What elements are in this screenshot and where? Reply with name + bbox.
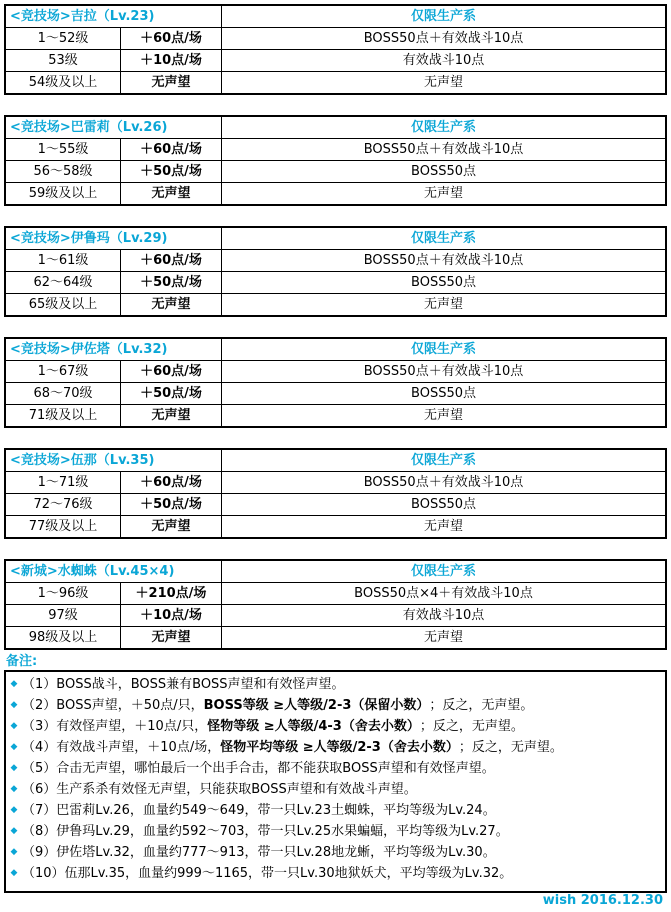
detail-cell: 无声望 <box>222 294 667 317</box>
signature: wish 2016.12.30 <box>542 893 663 908</box>
detail-cell: BOSS50点×4＋有效战斗10点 <box>222 583 667 605</box>
note-item <box>6 695 665 716</box>
note-item <box>6 800 665 821</box>
note-rule-emphasis: 怪物等级 ≥人等级/4-3（舍去小数） <box>207 719 420 734</box>
points-cell: ＋50点/场 <box>121 161 222 183</box>
detail-cell: BOSS50点＋有效战斗10点 <box>222 250 667 272</box>
note-item <box>6 863 665 884</box>
points-cell: 无声望 <box>121 72 222 95</box>
table-title: <新城>水蜘蛛（Lv.45×4) <box>5 560 222 583</box>
table-row <box>5 516 666 539</box>
table-row <box>5 361 666 383</box>
diamond-bullet-icon: ◆ <box>10 847 18 857</box>
detail-cell: BOSS50点＋有效战斗10点 <box>222 472 667 494</box>
detail-cell: 有效战斗10点 <box>222 605 667 627</box>
reputation-table <box>4 4 667 95</box>
note-text-tail: ；反之，无声望。 <box>419 719 524 734</box>
note-rule-emphasis: BOSS等级 ≥人等级/2-3（保留小数） <box>203 698 430 713</box>
level-range-cell: 59级及以上 <box>5 183 121 206</box>
note-text: （8）伊鲁玛Lv.29，血量约592～703，带一只Lv.25水果蝙蝠，平均等级为Lv.27。 <box>22 824 509 839</box>
level-range-cell: 97级 <box>5 605 121 627</box>
detail-cell: 无声望 <box>222 627 667 650</box>
notes-box <box>4 670 667 893</box>
table-scope-label: 仅限生产系 <box>222 227 667 250</box>
level-range-cell: 77级及以上 <box>5 516 121 539</box>
note-text: （3）有效怪声望，＋10点/只， <box>22 719 208 734</box>
diamond-bullet-icon: ◆ <box>10 826 18 836</box>
points-cell: ＋50点/场 <box>121 383 222 405</box>
table-header-row <box>5 227 666 250</box>
points-cell: ＋10点/场 <box>121 605 222 627</box>
diamond-bullet-icon: ◆ <box>10 805 18 815</box>
detail-cell: BOSS50点＋有效战斗10点 <box>222 28 667 50</box>
detail-cell: BOSS50点＋有效战斗10点 <box>222 361 667 383</box>
table-title: <竞技场>伊佐塔（Lv.32) <box>5 338 222 361</box>
note-item <box>6 821 665 842</box>
note-text: （2）BOSS声望，＋50点/只， <box>22 698 204 713</box>
note-item <box>6 779 665 800</box>
note-text-tail: ；反之，无声望。 <box>458 740 563 755</box>
points-cell: ＋50点/场 <box>121 272 222 294</box>
detail-cell: 无声望 <box>222 516 667 539</box>
note-text: （4）有效战斗声望，＋10点/场， <box>22 740 221 755</box>
table-scope-label: 仅限生产系 <box>222 449 667 472</box>
table-header-row <box>5 5 666 28</box>
reputation-table <box>4 559 667 650</box>
table-row <box>5 494 666 516</box>
table-row <box>5 183 666 206</box>
level-range-cell: 56～58级 <box>5 161 121 183</box>
points-cell: 无声望 <box>121 183 222 206</box>
reputation-table <box>4 337 667 428</box>
table-row <box>5 50 666 72</box>
table-title: <竞技场>伍那（Lv.35) <box>5 449 222 472</box>
table-header-row <box>5 338 666 361</box>
table-row <box>5 605 666 627</box>
diamond-bullet-icon: ◆ <box>10 679 18 689</box>
reputation-table <box>4 448 667 539</box>
detail-cell: 无声望 <box>222 183 667 206</box>
table-scope-label: 仅限生产系 <box>222 338 667 361</box>
note-text: （6）生产系杀有效怪无声望，只能获取BOSS声望和有效战斗声望。 <box>22 782 417 797</box>
table-scope-label: 仅限生产系 <box>222 560 667 583</box>
table-row <box>5 28 666 50</box>
table-title: <竞技场>巴雷莉（Lv.26) <box>5 116 222 139</box>
notes-section <box>4 653 667 893</box>
table-row <box>5 583 666 605</box>
table-row <box>5 383 666 405</box>
table-title: <竞技场>伊鲁玛（Lv.29) <box>5 227 222 250</box>
table-header-row <box>5 449 666 472</box>
table-row <box>5 72 666 95</box>
diamond-bullet-icon: ◆ <box>10 742 18 752</box>
level-range-cell: 54级及以上 <box>5 72 121 95</box>
points-cell: 无声望 <box>121 294 222 317</box>
table-row <box>5 472 666 494</box>
points-cell: ＋60点/场 <box>121 472 222 494</box>
points-cell: ＋10点/场 <box>121 50 222 72</box>
notes-title: 备注: <box>6 654 38 669</box>
level-range-cell: 1～52级 <box>5 28 121 50</box>
detail-cell: BOSS50点 <box>222 494 667 516</box>
detail-cell: 无声望 <box>222 405 667 428</box>
points-cell: ＋60点/场 <box>121 250 222 272</box>
diamond-bullet-icon: ◆ <box>10 721 18 731</box>
diamond-bullet-icon: ◆ <box>10 868 18 878</box>
level-range-cell: 1～71级 <box>5 472 121 494</box>
points-cell: ＋60点/场 <box>121 361 222 383</box>
detail-cell: BOSS50点 <box>222 161 667 183</box>
reputation-table <box>4 115 667 206</box>
table-row <box>5 250 666 272</box>
level-range-cell: 1～67级 <box>5 361 121 383</box>
note-text: （1）BOSS战斗，BOSS兼有BOSS声望和有效怪声望。 <box>22 677 345 692</box>
table-row <box>5 627 666 650</box>
level-range-cell: 53级 <box>5 50 121 72</box>
note-text-tail: ；反之，无声望。 <box>429 698 534 713</box>
diamond-bullet-icon: ◆ <box>10 763 18 773</box>
note-text: （7）巴雷莉Lv.26，血量约549～649，带一只Lv.23土蜘蛛，平均等级为Lv.24。 <box>22 803 496 818</box>
detail-cell: BOSS50点 <box>222 383 667 405</box>
reputation-table <box>4 226 667 317</box>
table-header-row <box>5 560 666 583</box>
table-header-row <box>5 116 666 139</box>
note-text: （10）伍那Lv.35，血量约999～1165，带一只Lv.30地狱妖犬，平均等级为Lv.32。 <box>22 866 513 881</box>
detail-cell: BOSS50点 <box>222 272 667 294</box>
note-item <box>6 758 665 779</box>
diamond-bullet-icon: ◆ <box>10 784 18 794</box>
detail-cell: 有效战斗10点 <box>222 50 667 72</box>
table-row <box>5 161 666 183</box>
level-range-cell: 62～64级 <box>5 272 121 294</box>
points-cell: 无声望 <box>121 516 222 539</box>
level-range-cell: 1～61级 <box>5 250 121 272</box>
points-cell: ＋210点/场 <box>121 583 222 605</box>
table-row <box>5 294 666 317</box>
note-item <box>6 716 665 737</box>
note-item <box>6 674 665 695</box>
points-cell: 无声望 <box>121 627 222 650</box>
detail-cell: 无声望 <box>222 72 667 95</box>
level-range-cell: 71级及以上 <box>5 405 121 428</box>
level-range-cell: 65级及以上 <box>5 294 121 317</box>
points-cell: ＋60点/场 <box>121 28 222 50</box>
note-item <box>6 737 665 758</box>
note-rule-emphasis: 怪物平均等级 ≥人等级/2-3（舍去小数） <box>220 740 459 755</box>
level-range-cell: 72～76级 <box>5 494 121 516</box>
points-cell: ＋50点/场 <box>121 494 222 516</box>
table-title: <竞技场>吉拉（Lv.23) <box>5 5 222 28</box>
points-cell: 无声望 <box>121 405 222 428</box>
table-scope-label: 仅限生产系 <box>222 5 667 28</box>
table-row <box>5 139 666 161</box>
table-row <box>5 405 666 428</box>
note-text: （9）伊佐塔Lv.32，血量约777～913，带一只Lv.28地龙蜥，平均等级为Lv.30。 <box>22 845 496 860</box>
diamond-bullet-icon: ◆ <box>10 700 18 710</box>
level-range-cell: 1～55级 <box>5 139 121 161</box>
level-range-cell: 68～70级 <box>5 383 121 405</box>
points-cell: ＋60点/场 <box>121 139 222 161</box>
detail-cell: BOSS50点＋有效战斗10点 <box>222 139 667 161</box>
table-row <box>5 272 666 294</box>
note-text: （5）合击无声望，哪怕最后一个出手合击，都不能获取BOSS声望和有效怪声望。 <box>22 761 495 776</box>
note-item <box>6 842 665 863</box>
level-range-cell: 1～96级 <box>5 583 121 605</box>
level-range-cell: 98级及以上 <box>5 627 121 650</box>
table-scope-label: 仅限生产系 <box>222 116 667 139</box>
